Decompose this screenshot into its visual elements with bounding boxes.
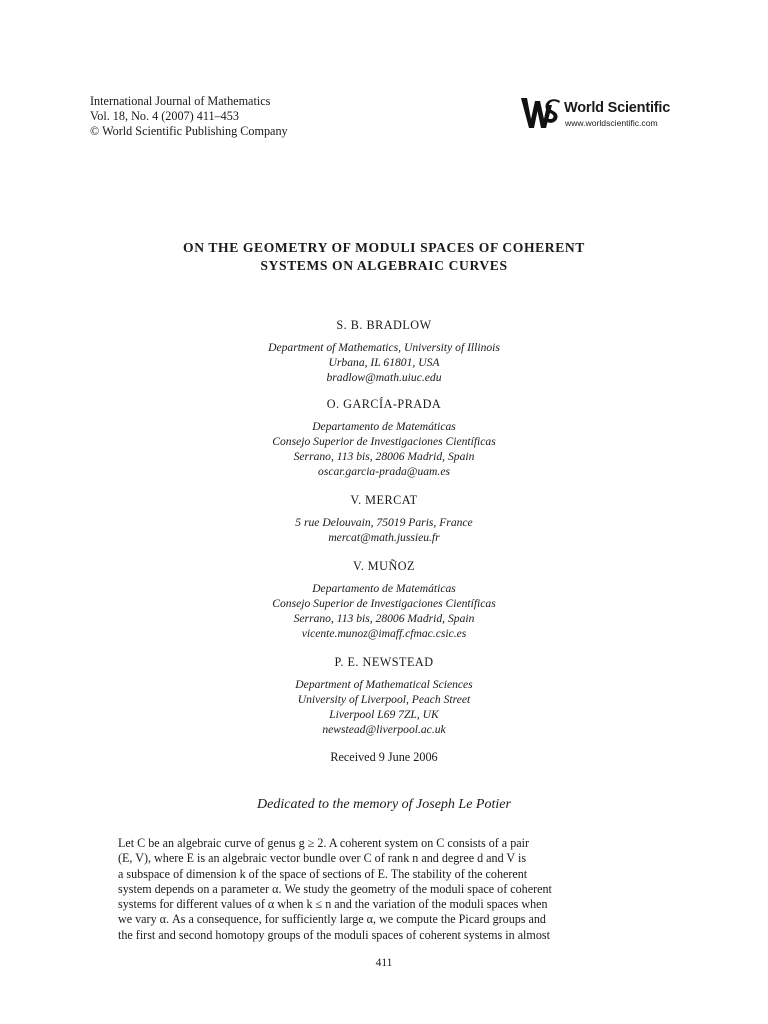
- abstract-text: (E, V), where E is an algebraic vector bundle over C of rank n and degree d and V is: [118, 851, 527, 866]
- abstract-line: [118, 882, 650, 897]
- abstract-text: system depends on a parameter α. We study the geometry of the moduli space of coherent: [118, 881, 552, 896]
- abstract-text: a subspace of dimension k of the space of sections of E. The stability of the coherent: [118, 866, 528, 881]
- abstract-line: [118, 836, 650, 851]
- author-email: mercat@math.jussieu.fr: [328, 531, 440, 545]
- abstract-text: Let C be an algebraic curve of genus g ≥ 2. A coherent system on C consists of a pair: [118, 836, 529, 850]
- affiliation-line: Department of Mathematical Sciences: [295, 678, 473, 691]
- abstract-text: we vary α. As a consequence, for sufficiently large α, we compute the Picard groups and: [118, 912, 546, 927]
- affiliation-line: Consejo Superior de Investigaciones Científicas: [272, 435, 496, 449]
- author-munoz: [60, 559, 708, 641]
- author-email: bradlow@math.uiuc.edu: [326, 371, 442, 385]
- author-garcia-prada: [60, 397, 708, 479]
- title-line-1: ON THE GEOMETRY OF MODULI SPACES OF COHERENT: [183, 240, 585, 255]
- author-newstead: [60, 655, 708, 737]
- affiliation-line: 5 rue Delouvain, 75019 Paris, France: [295, 516, 473, 529]
- author-bradlow: [60, 318, 708, 385]
- abstract-line: [118, 912, 650, 927]
- abstract-text: the first and second homotopy groups of the moduli spaces of coherent systems in almost: [118, 927, 550, 942]
- abstract-line: [118, 928, 650, 943]
- affiliation-line: Serrano, 113 bis, 28006 Madrid, Spain: [293, 450, 475, 464]
- publisher-url: www.worldscientific.com: [565, 118, 658, 128]
- publisher-logo: [519, 95, 689, 131]
- affiliation-line: Serrano, 113 bis, 28006 Madrid, Spain: [293, 612, 475, 626]
- author-name: S. B. BRADLOW: [336, 318, 432, 332]
- received-date: Received 9 June 2006: [330, 750, 438, 764]
- affiliation-line: University of Liverpool, Peach Street: [297, 693, 471, 707]
- affiliation-line: Liverpool L69 7ZL, UK: [329, 708, 439, 722]
- paper-title: [60, 239, 708, 275]
- author-name: O. GARCÍA-PRADA: [326, 397, 442, 411]
- author-name: V. MUÑOZ: [352, 559, 415, 573]
- affiliation-line: Consejo Superior de Investigaciones Científicas: [272, 597, 496, 611]
- author-name: P. E. NEWSTEAD: [334, 655, 434, 669]
- journal-volume: Vol. 18, No. 4 (2007) 411–453: [90, 109, 239, 123]
- abstract-line: [118, 867, 650, 882]
- world-scientific-logo-icon: [519, 95, 563, 131]
- affiliation-line: Departamento de Matemáticas: [312, 420, 456, 433]
- abstract-text: systems for different values of α when k ≤ n and the variation of the moduli spaces when: [118, 897, 548, 912]
- page-number: 411: [375, 957, 393, 969]
- author-email: newstead@liverpool.ac.uk: [322, 723, 446, 737]
- publisher-name: World Scientific: [564, 100, 671, 116]
- dedication: Dedicated to the memory of Joseph Le Potier: [257, 797, 511, 812]
- journal-copyright: © World Scientific Publishing Company: [90, 124, 288, 138]
- abstract-line: [118, 897, 650, 912]
- abstract: [118, 836, 650, 943]
- author-mercat: [60, 493, 708, 545]
- abstract-line: [118, 851, 650, 866]
- journal-name: International Journal of Mathematics: [90, 94, 271, 108]
- affiliation-line: Department of Mathematics, University of Illinois: [268, 341, 500, 354]
- author-email: oscar.garcia-prada@uam.es: [318, 465, 450, 479]
- title-line-2: SYSTEMS ON ALGEBRAIC CURVES: [260, 258, 508, 273]
- journal-citation: [90, 94, 288, 139]
- affiliation-line: Departamento de Matemáticas: [312, 582, 456, 595]
- affiliation-line: Urbana, IL 61801, USA: [328, 356, 440, 370]
- author-email: vicente.munoz@imaff.cfmac.csic.es: [301, 627, 467, 641]
- author-name: V. MERCAT: [350, 493, 418, 507]
